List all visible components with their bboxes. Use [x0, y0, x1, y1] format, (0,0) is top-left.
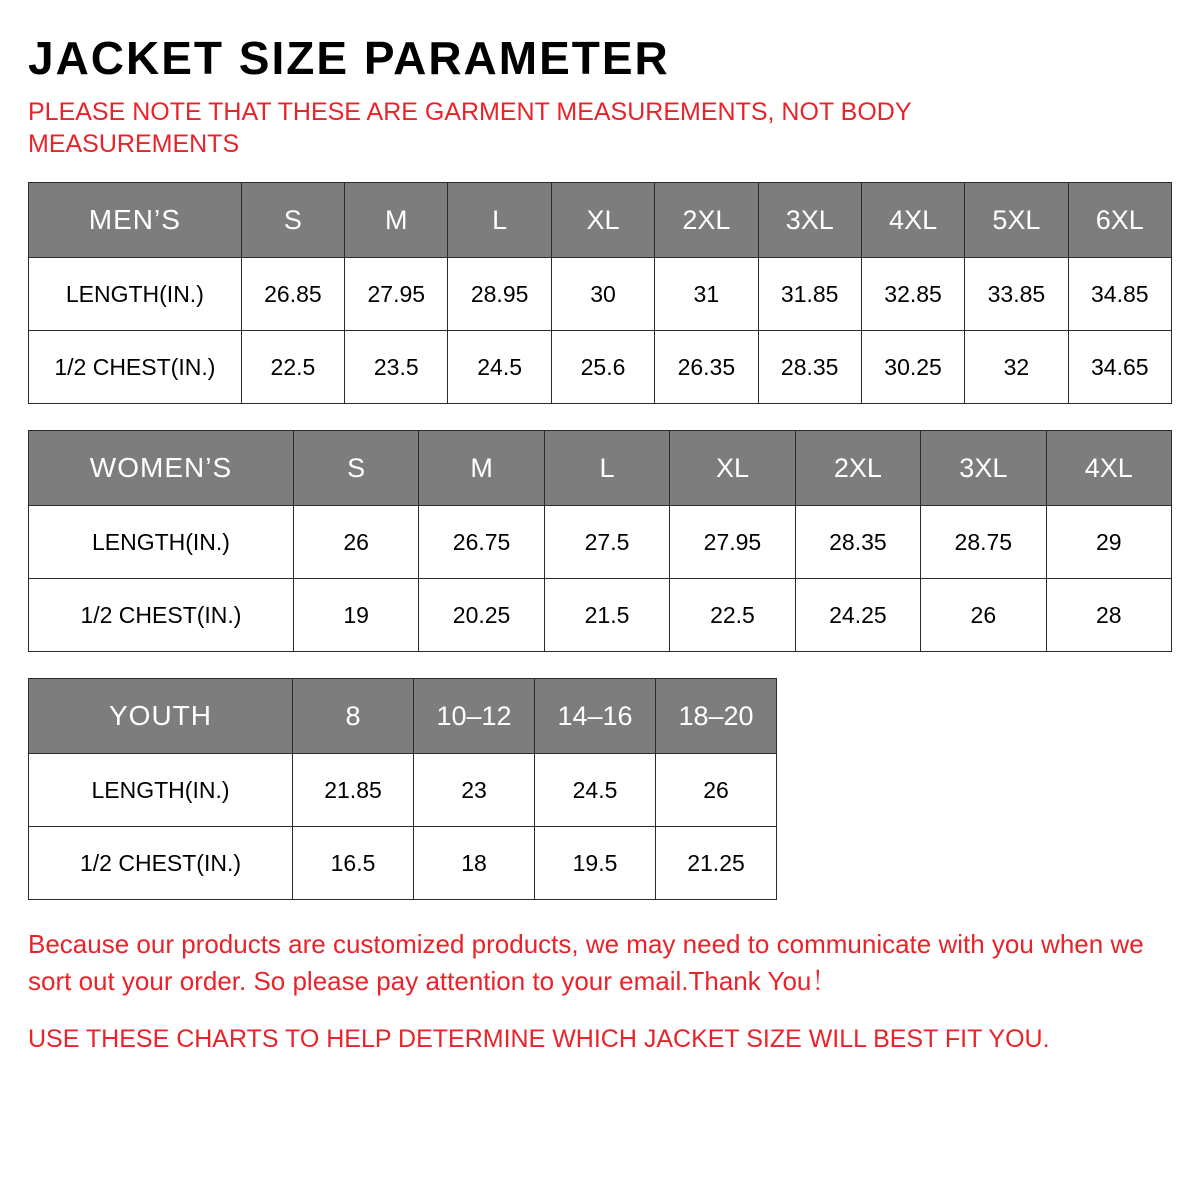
table-header-cell: MEN’S — [29, 183, 242, 258]
table-cell: 16.5 — [293, 827, 414, 900]
table-cell: 26.35 — [655, 331, 758, 404]
table-cell: 24.5 — [448, 331, 551, 404]
table-row — [29, 331, 1172, 404]
table-cell: 26.85 — [241, 258, 344, 331]
table-header-cell: M — [345, 183, 448, 258]
table-cell: 30.25 — [861, 331, 964, 404]
garment-measurement-note: PLEASE NOTE THAT THESE ARE GARMENT MEASUREMENTS, NOT BODY MEASUREMENTS — [28, 98, 912, 159]
table-header-cell: 4XL — [1046, 431, 1171, 506]
row-label: LENGTH(IN.) — [29, 506, 294, 579]
table-cell: 28.35 — [795, 506, 920, 579]
table-cell: 19 — [293, 579, 418, 652]
table-cell: 26.75 — [419, 506, 544, 579]
table-cell: 26 — [656, 754, 777, 827]
table-header-cell: WOMEN’S — [29, 431, 294, 506]
table-cell: 27.95 — [670, 506, 795, 579]
table-row — [29, 827, 777, 900]
customization-note: Because our products are customized products, we may need to communicate with you when we sort out your order. So please pay attention to your email.Thank You！ — [28, 929, 1144, 997]
table-header-cell: 3XL — [758, 183, 861, 258]
table-cell: 21.85 — [293, 754, 414, 827]
table-cell: 28.75 — [921, 506, 1046, 579]
row-label: 1/2 CHEST(IN.) — [29, 331, 242, 404]
table-cell: 26 — [921, 579, 1046, 652]
table-cell: 30 — [551, 258, 654, 331]
womens-size-table — [28, 430, 1172, 652]
table-cell: 32.85 — [861, 258, 964, 331]
table-header-cell: 2XL — [795, 431, 920, 506]
table-row — [29, 258, 1172, 331]
table-header-row — [29, 183, 1172, 258]
mens-size-table — [28, 182, 1172, 404]
table-cell: 27.5 — [544, 506, 669, 579]
table-cell: 28.95 — [448, 258, 551, 331]
table-row — [29, 506, 1172, 579]
table-header-cell: 14–16 — [535, 679, 656, 754]
table-cell: 28.35 — [758, 331, 861, 404]
table-header-cell: 4XL — [861, 183, 964, 258]
table-cell: 26 — [293, 506, 418, 579]
table-header-cell: YOUTH — [29, 679, 293, 754]
row-label: LENGTH(IN.) — [29, 754, 293, 827]
table-cell: 22.5 — [670, 579, 795, 652]
table-cell: 21.25 — [656, 827, 777, 900]
table-header-cell: 3XL — [921, 431, 1046, 506]
table-cell: 24.25 — [795, 579, 920, 652]
youth-size-table — [28, 678, 777, 900]
row-label: LENGTH(IN.) — [29, 258, 242, 331]
table-header-cell: XL — [670, 431, 795, 506]
chart-usage-note: USE THESE CHARTS TO HELP DETERMINE WHICH JACKET SIZE WILL BEST FIT YOU. — [28, 1025, 1050, 1054]
table-cell: 29 — [1046, 506, 1171, 579]
table-cell: 23.5 — [345, 331, 448, 404]
table-cell: 25.6 — [551, 331, 654, 404]
table-row — [29, 579, 1172, 652]
table-header-cell: 2XL — [655, 183, 758, 258]
page-title: JACKET SIZE PARAMETER — [28, 32, 670, 84]
table-cell: 34.85 — [1068, 258, 1171, 331]
table-cell: 22.5 — [241, 331, 344, 404]
table-header-cell: 18–20 — [656, 679, 777, 754]
table-cell: 28 — [1046, 579, 1171, 652]
table-header-cell: L — [448, 183, 551, 258]
table-header-cell: S — [293, 431, 418, 506]
table-header-cell: M — [419, 431, 544, 506]
table-cell: 23 — [414, 754, 535, 827]
table-header-cell: XL — [551, 183, 654, 258]
table-cell: 21.5 — [544, 579, 669, 652]
table-header-cell: L — [544, 431, 669, 506]
table-cell: 31 — [655, 258, 758, 331]
table-cell: 31.85 — [758, 258, 861, 331]
table-cell: 32 — [965, 331, 1068, 404]
table-cell: 33.85 — [965, 258, 1068, 331]
table-cell: 18 — [414, 827, 535, 900]
table-cell: 19.5 — [535, 827, 656, 900]
table-header-cell: 6XL — [1068, 183, 1171, 258]
table-cell: 20.25 — [419, 579, 544, 652]
table-cell: 24.5 — [535, 754, 656, 827]
table-cell: 27.95 — [345, 258, 448, 331]
row-label: 1/2 CHEST(IN.) — [29, 579, 294, 652]
table-header-cell: S — [241, 183, 344, 258]
table-header-cell: 5XL — [965, 183, 1068, 258]
table-header-cell: 10–12 — [414, 679, 535, 754]
table-cell: 34.65 — [1068, 331, 1171, 404]
table-header-row — [29, 431, 1172, 506]
table-header-row — [29, 679, 777, 754]
table-row — [29, 754, 777, 827]
table-header-cell: 8 — [293, 679, 414, 754]
row-label: 1/2 CHEST(IN.) — [29, 827, 293, 900]
